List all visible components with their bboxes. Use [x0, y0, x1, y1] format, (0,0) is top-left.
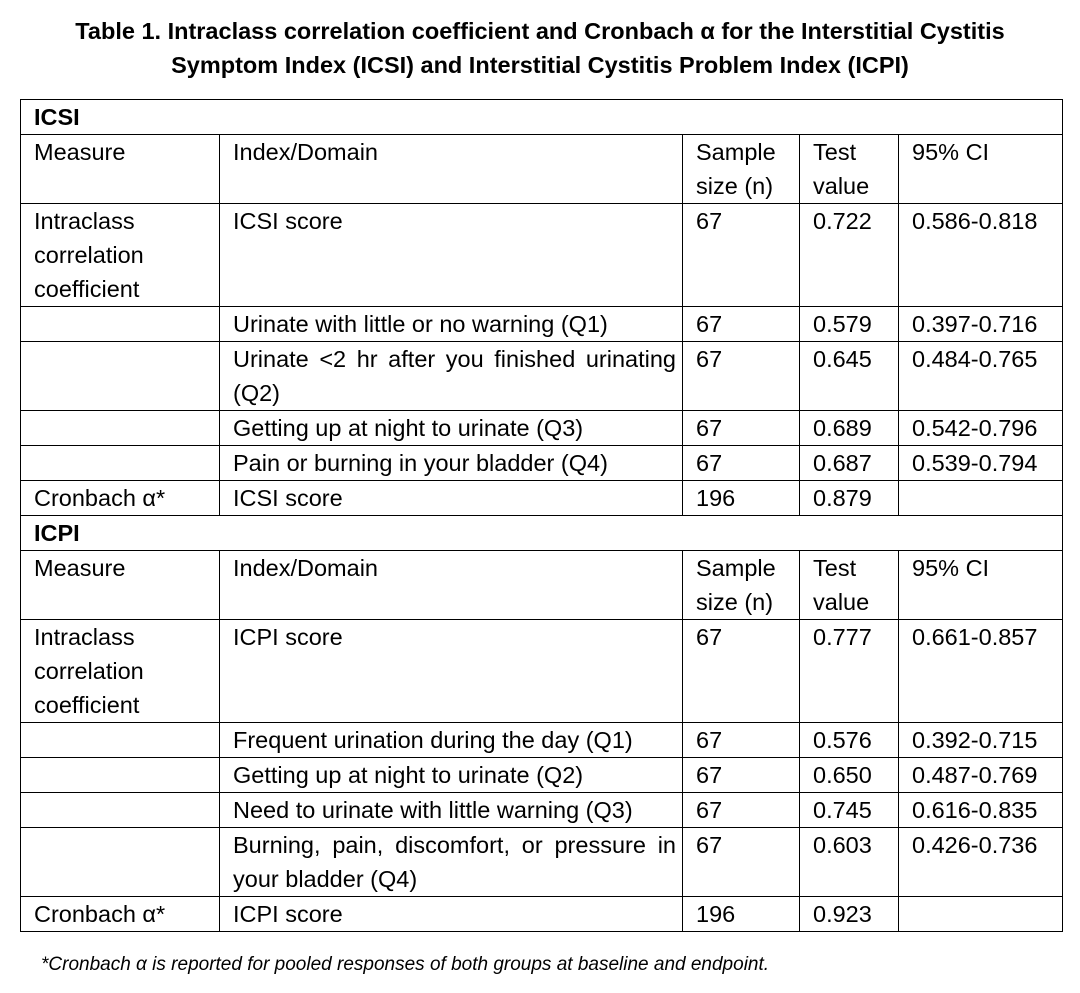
header-test-value: Test value — [800, 551, 899, 620]
measure-cell — [21, 342, 220, 411]
table-row — [21, 793, 1063, 828]
test-value-cell: 0.923 — [800, 897, 899, 932]
sample-size-cell: 67 — [683, 723, 800, 758]
table-row — [21, 723, 1063, 758]
table-row — [21, 897, 1063, 932]
header-measure: Measure — [21, 551, 220, 620]
header-95-ci: 95% CI — [899, 135, 1063, 204]
index-domain-cell: Pain or burning in your bladder (Q4) — [220, 446, 683, 481]
ci-cell: 0.586-0.818 — [899, 204, 1063, 307]
ci-cell: 0.426-0.736 — [899, 828, 1063, 897]
test-value-cell: 0.722 — [800, 204, 899, 307]
sample-size-cell: 67 — [683, 307, 800, 342]
test-value-cell: 0.576 — [800, 723, 899, 758]
sample-size-cell: 67 — [683, 411, 800, 446]
sample-size-cell: 67 — [683, 446, 800, 481]
index-domain-cell: Frequent urination during the day (Q1) — [220, 723, 683, 758]
ci-cell — [899, 481, 1063, 516]
index-domain-cell: Burning, pain, discomfort, or pressure in your bladder (Q4) — [220, 828, 683, 897]
index-domain-cell: Urinate <2 hr after you finished urinating (Q2) — [220, 342, 683, 411]
table-row — [21, 446, 1063, 481]
ci-cell: 0.397-0.716 — [899, 307, 1063, 342]
table-title — [0, 14, 1080, 82]
index-domain-cell: ICSI score — [220, 481, 683, 516]
ci-cell: 0.616-0.835 — [899, 793, 1063, 828]
header-measure: Measure — [21, 135, 220, 204]
header-sample-size: Sample size (n) — [683, 551, 800, 620]
results-table — [20, 99, 1063, 932]
index-domain-cell: Getting up at night to urinate (Q2) — [220, 758, 683, 793]
sample-size-cell: 196 — [683, 481, 800, 516]
test-value-cell: 0.745 — [800, 793, 899, 828]
sample-size-cell: 67 — [683, 828, 800, 897]
ci-cell: 0.661-0.857 — [899, 620, 1063, 723]
sample-size-cell: 67 — [683, 793, 800, 828]
sample-size-cell: 196 — [683, 897, 800, 932]
measure-cell — [21, 307, 220, 342]
measure-cell: Cronbach α* — [21, 897, 220, 932]
table-row — [21, 828, 1063, 897]
measure-cell — [21, 446, 220, 481]
header-row — [21, 551, 1063, 620]
test-value-cell: 0.603 — [800, 828, 899, 897]
header-row — [21, 135, 1063, 204]
test-value-cell: 0.687 — [800, 446, 899, 481]
index-domain-cell: Getting up at night to urinate (Q3) — [220, 411, 683, 446]
table-title-line-1: Table 1. Intraclass correlation coefficient and Cronbach α for the Interstitial Cystitis — [75, 18, 1005, 44]
table-title-line-2: Symptom Index (ICSI) and Interstitial Cystitis Problem Index (ICPI) — [171, 52, 909, 78]
table-row — [21, 307, 1063, 342]
ci-cell: 0.542-0.796 — [899, 411, 1063, 446]
header-index-domain: Index/Domain — [220, 551, 683, 620]
measure-cell — [21, 758, 220, 793]
test-value-cell: 0.879 — [800, 481, 899, 516]
ci-cell — [899, 897, 1063, 932]
footnote: *Cronbach α is reported for pooled responses of both groups at baseline and endpoint. — [41, 954, 770, 975]
table-row — [21, 620, 1063, 723]
sample-size-cell: 67 — [683, 620, 800, 723]
measure-cell — [21, 793, 220, 828]
table-row — [21, 481, 1063, 516]
measure-cell: Cronbach α* — [21, 481, 220, 516]
table-row — [21, 411, 1063, 446]
section-title: ICPI — [21, 516, 1063, 551]
index-domain-cell: ICSI score — [220, 204, 683, 307]
measure-cell: Intraclass correlation coefficient — [21, 620, 220, 723]
index-domain-cell: ICPI score — [220, 620, 683, 723]
table-row — [21, 204, 1063, 307]
measure-cell — [21, 723, 220, 758]
ci-cell: 0.539-0.794 — [899, 446, 1063, 481]
ci-cell: 0.392-0.715 — [899, 723, 1063, 758]
index-domain-cell: Need to urinate with little warning (Q3) — [220, 793, 683, 828]
sample-size-cell: 67 — [683, 204, 800, 307]
header-index-domain: Index/Domain — [220, 135, 683, 204]
header-test-value: Test value — [800, 135, 899, 204]
section-row-icpi — [21, 516, 1063, 551]
test-value-cell: 0.650 — [800, 758, 899, 793]
test-value-cell: 0.645 — [800, 342, 899, 411]
index-domain-cell: ICPI score — [220, 897, 683, 932]
sample-size-cell: 67 — [683, 758, 800, 793]
measure-cell: Intraclass correlation coefficient — [21, 204, 220, 307]
section-row-icsi — [21, 100, 1063, 135]
header-95-ci: 95% CI — [899, 551, 1063, 620]
table-row — [21, 342, 1063, 411]
test-value-cell: 0.777 — [800, 620, 899, 723]
section-title: ICSI — [21, 100, 1063, 135]
ci-cell: 0.484-0.765 — [899, 342, 1063, 411]
test-value-cell: 0.579 — [800, 307, 899, 342]
test-value-cell: 0.689 — [800, 411, 899, 446]
measure-cell — [21, 828, 220, 897]
index-domain-cell: Urinate with little or no warning (Q1) — [220, 307, 683, 342]
ci-cell: 0.487-0.769 — [899, 758, 1063, 793]
table-row — [21, 758, 1063, 793]
header-sample-size: Sample size (n) — [683, 135, 800, 204]
sample-size-cell: 67 — [683, 342, 800, 411]
measure-cell — [21, 411, 220, 446]
